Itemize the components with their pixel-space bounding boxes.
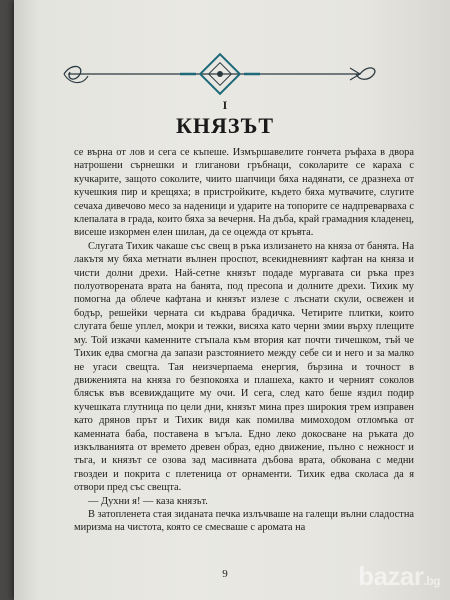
watermark-brand: bazar bbox=[358, 561, 424, 591]
paragraph: — Духни я! — каза князът. bbox=[88, 495, 208, 507]
watermark-suffix: .bg bbox=[423, 574, 440, 588]
paragraph: В затопленета стая зиданата печка излъчваше на галещи вълни сладостна миризма на чистота, която се смесваше с аромата на bbox=[74, 508, 414, 534]
watermark bbox=[358, 561, 440, 592]
chapter-title: КНЯЗЪТ bbox=[175, 113, 275, 138]
paragraph: се върна от лов и сега се къпеше. Измършавелите гончета ръфаха в двора натрошени сърнешки и глиганови гръбнаци, соколарите се караха с кучкарите, защото соколите, чиито шапчици бяха надянати, се дразнеха от кучешкия пир и крещяха; в пристройките, където бяха мутвачите, слугите сечаха дивечово месо за наденици и ударите на топорите се надпреварваха с клепалата в града, които бяха за вечерня. На дъба, край грамадния кладенец, висеше изкормен елен шилан, да се оцежда от кръвта. bbox=[74, 147, 414, 239]
paragraph: Слугата Тихик чакаше със свещ в ръка излизането на княза от банята. На лакътя му бяха метнати вълнен проспот, всекидневният кафтан на княза и чисти долни дрехи. Най-сетне князът подаде мургавата си ръка през полуотворената врата на банята, под пресопа и долните дрехи. Тихик му помогна да облече кафтана и князът излезе с лъснати скули, освежен и бодър, решейки черната си къдрава брадичка. Четирите плитки, които слугата беше уплел, мокри и тежки, висяха като черни змии върху плещите му. Той изкачи каменните стъпала към втория кат почти тичешком, тъй че Тихик едва смогна да запази разстоянието между себе си и него и за малко не угаси свещта. Тая неизчерпаема енергия, бързина и точност в движенията на княза го безпокояха и плашеха, както и черният соколов блясък във всевиждащите му очи. И сега, след като беше яздил подир кучешката глутница по цели дни, князът мина през широкия трем изправен като дрянов прът и Тихик видя как помилва мимоходом отломъка от каменната баба, поставена в ъгъла. Едно леко докосване на ръката до изкълванията от времето древен образ, едно движение, пълно с нежност и тъга, и князът се озова зад масивната дъбова врата, обкована с медни гвоздеи и покрита с плетеница от орнаменти. Тихик едва сколаса да я отвори пред със свещта. bbox=[74, 240, 414, 494]
page-number: 9 bbox=[222, 568, 228, 580]
chapter-number: I bbox=[222, 98, 228, 112]
body-text bbox=[74, 146, 414, 535]
chapter-ornament bbox=[60, 52, 380, 96]
